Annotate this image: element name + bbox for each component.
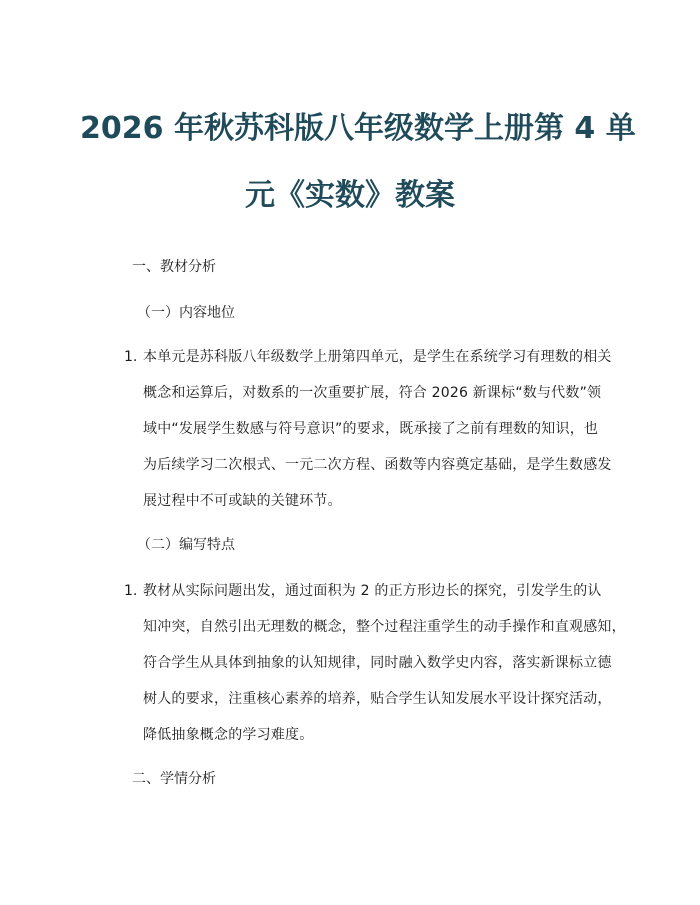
paragraph-content-position — [143, 339, 618, 519]
list-number: 1. — [124, 583, 138, 599]
paragraph-line: 为后续学习二次根式、一元二次方程、函数等内容奠定基础，是学生数感发 — [143, 457, 612, 473]
paragraph-line: 本单元是苏科版八年级数学上册第四单元，是学生在系统学习有理数的相关 — [143, 349, 612, 365]
paragraph-line: 概念和运算后，对数系的一次重要扩展，符合 2026 新课标“数与代数”领 — [143, 385, 602, 401]
paragraph-line: 展过程中不可或缺的关键环节。 — [143, 493, 342, 509]
paragraph-line: 符合学生从具体到抽象的认知规律，同时融入数学史内容，落实新课标立德 — [143, 655, 612, 671]
paragraph-line: 教材从实际问题出发，通过面积为 2 的正方形边长的探究，引发学生的认 — [143, 583, 602, 599]
document-title-line-1: 2026 年秋苏科版八年级数学上册第 4 单 — [80, 111, 636, 146]
section-heading-textbook-analysis: 一、教材分析 — [132, 259, 216, 275]
document-title-line-2: 元《实数》教案 — [245, 178, 455, 213]
subsection-heading-content-position: （一）内容地位 — [137, 305, 235, 321]
paragraph-line: 域中“发展学生数感与符号意识”的要求，既承接了之前有理数的知识，也 — [143, 421, 599, 437]
paragraph-writing-features — [143, 573, 626, 753]
paragraph-line: 降低抽象概念的学习难度。 — [143, 727, 314, 743]
subsection-heading-writing-features: （二）编写特点 — [137, 537, 235, 553]
list-number: 1. — [124, 349, 138, 365]
paragraph-line: 树人的要求，注重核心素养的培养，贴合学生认知发展水平设计探究活动， — [143, 691, 612, 707]
paragraph-line: 知冲突，自然引出无理数的概念，整个过程注重学生的动手操作和直观感知， — [143, 619, 626, 635]
section-heading-learner-analysis: 二、学情分析 — [132, 771, 216, 787]
